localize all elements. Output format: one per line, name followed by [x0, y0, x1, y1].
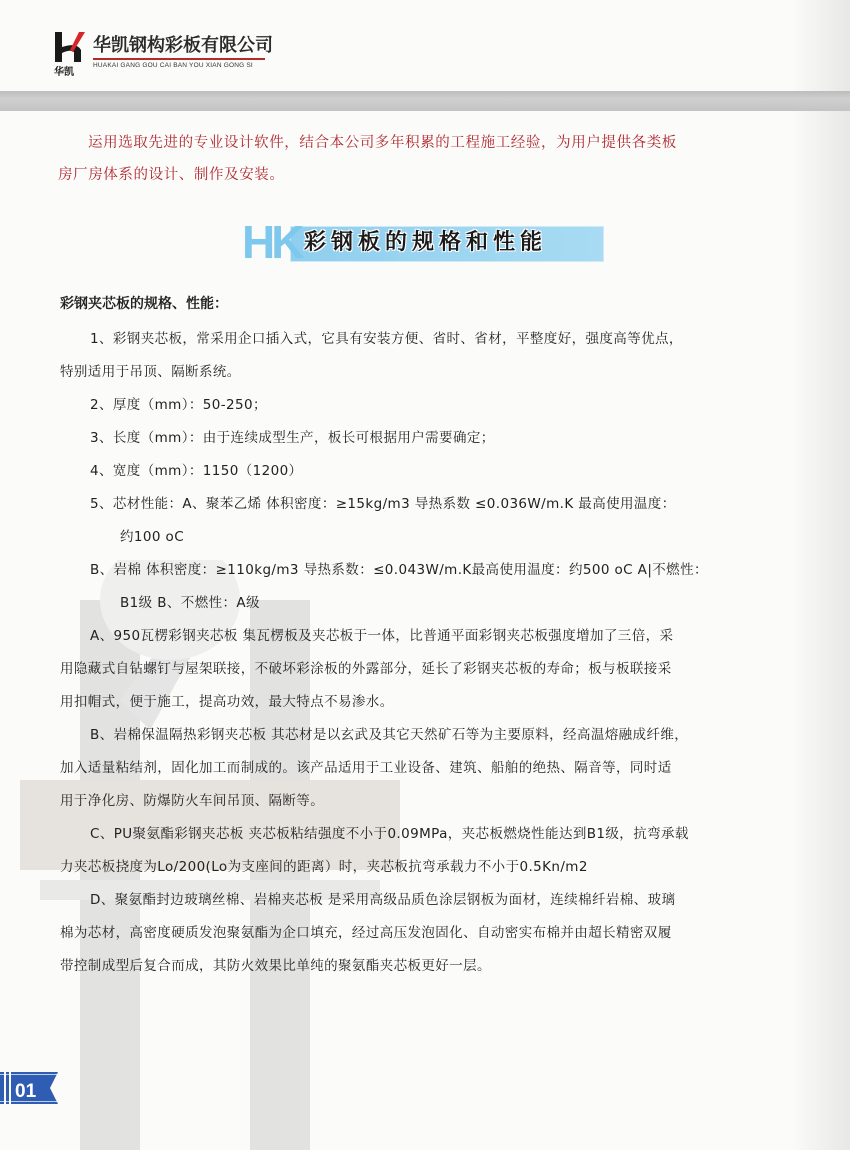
- company-name-cn: 华凯钢构彩板有限公司: [93, 35, 273, 56]
- product-d: D、聚氨酯封边玻璃丝棉、岩棉夹芯板 是采用高级品质色涂层钢板为面材，连续棉纤岩棉、玻璃: [90, 892, 676, 908]
- spec-item-5b: B、岩棉 体积密度：≥110kg/m3 导热系数：≤0.043W/m.K最高使用温度：约500 oC A|不燃性：: [90, 562, 708, 578]
- spec-item-2: 2、厚度（mm）：50-250；: [90, 397, 267, 413]
- company-name-underline: [93, 58, 265, 60]
- company-logo: [53, 30, 93, 78]
- product-b-cont: 加入适量粘结剂，固化加工而制成的。该产品适用于工业设备、建筑、船舶的绝热、隔音等，同时适: [60, 760, 672, 776]
- product-c: C、PU聚氨酯彩钢夹芯板 夹芯板粘结强度不小于0.09MPa，夹芯板燃烧性能达到B1级，抗弯承载: [90, 826, 689, 842]
- spec-item-5b-cont: B1级 B、不燃性：A级: [120, 595, 260, 611]
- intro-paragraph: [58, 127, 788, 191]
- spec-item-1-cont: 特别适用于吊顶、隔断系统。: [60, 364, 241, 380]
- company-name-block: [93, 36, 273, 69]
- section-title-banner: [242, 218, 607, 266]
- hk-emblem: HK: [242, 216, 301, 268]
- section-title: 彩钢板的规格和性能: [304, 230, 548, 255]
- spec-item-3: 3、长度（mm）：由于连续成型生产，板长可根据用户需要确定；: [90, 430, 495, 446]
- product-b: B、岩棉保温隔热彩钢夹芯板 其芯材是以玄武及其它天然矿石等为主要原料，经高温熔融成纤维，: [90, 727, 689, 743]
- logo-text: 华凯: [54, 67, 74, 78]
- spec-item-5-cont: 约100 oC: [120, 529, 185, 545]
- spec-content: [60, 290, 795, 983]
- product-a-cont: 用扣帽式，便于施工，提高功效，最大特点不易渗水。: [60, 694, 394, 710]
- intro-line: 房厂房体系的设计、制作及安装。: [58, 167, 285, 183]
- product-a: A、950瓦楞彩钢夹芯板 集瓦楞板及夹芯板于一体，比普通平面彩钢夹芯板强度增加了三倍，采: [90, 628, 674, 644]
- product-c-cont: 力夹芯板挠度为Lo/200(Lo为支座间的距离）时，夹芯板抗弯承载力不小于0.5Kn/m2: [60, 859, 588, 875]
- company-name-en: HUAKAI GANG GOU CAI BAN YOU XIAN GONG SI: [93, 62, 253, 69]
- spec-item-4: 4、宽度（mm）：1150（1200）: [90, 463, 303, 479]
- intro-line: 运用选取先进的专业设计软件，结合本公司多年积累的工程施工经验，为用户提供各类板: [88, 135, 677, 151]
- spec-item-5: 5、芯材性能：A、聚苯乙烯 体积密度：≥15kg/m3 导热系数 ≤0.036W/m.K 最高使用温度：: [90, 496, 676, 512]
- page-number-badge: [0, 1070, 62, 1106]
- product-a-cont: 用隐藏式自钻螺钉与屋架联接，不破坏彩涂板的外露部分，延长了彩钢夹芯板的寿命；板与板联接采: [60, 661, 672, 677]
- spec-item-1: 1、彩钢夹芯板，常采用企口插入式，它具有安装方便、省时、省材，平整度好，强度高等优点，: [90, 331, 683, 347]
- product-d-cont: 带控制成型后复合而成，其防火效果比单纯的聚氨酯夹芯板更好一层。: [60, 958, 491, 974]
- header-band: [0, 91, 850, 111]
- product-b-cont: 用于净化房、防爆防火车间吊顶、隔断等。: [60, 793, 325, 809]
- page-number: 01: [15, 1081, 37, 1102]
- product-d-cont: 棉为芯材，高密度硬质发泡聚氨酯为企口填充，经过高压发泡固化、自动密实布棉并由超长精密双履: [60, 925, 672, 941]
- spec-subheading: 彩钢夹芯板的规格、性能：: [60, 296, 228, 312]
- page-edge-shadow: [790, 0, 850, 1150]
